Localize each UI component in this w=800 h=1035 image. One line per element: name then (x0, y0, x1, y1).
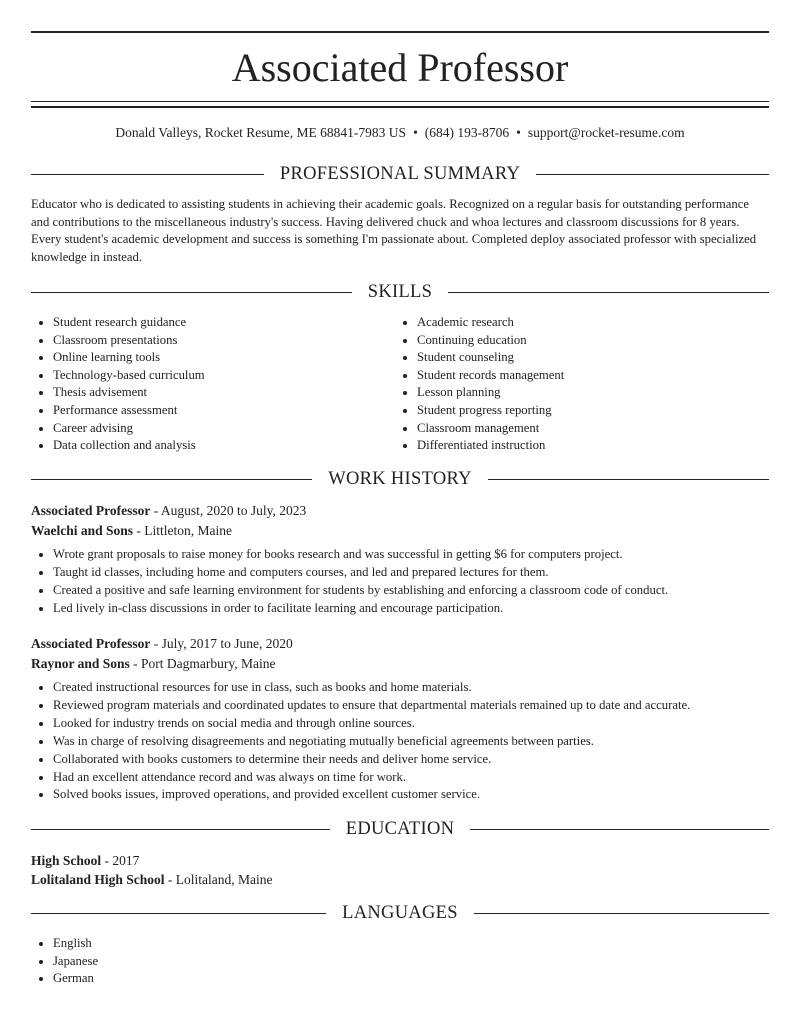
job-bullet: • Created instructional resources for use in class, such as books and home materials. (53, 679, 769, 697)
skill-item: • Technology-based curriculum (53, 367, 381, 385)
job-entry (31, 634, 769, 804)
heading-rule (31, 479, 312, 480)
section-title: SKILLS (367, 281, 433, 302)
education-entry (31, 851, 769, 889)
job-bullet: • Solved books issues, improved operations, and provided excellent customer service. (53, 786, 769, 804)
heading-rule (31, 829, 330, 830)
skill-item: • Performance assessment (53, 402, 381, 420)
skill-item: • Student counseling (417, 349, 745, 367)
job-company-line (31, 654, 769, 673)
job-bullet: • Had an excellent attendance record and was always on time for work. (53, 769, 769, 787)
heading-rule (31, 174, 264, 175)
job-dates: - August, 2020 to July, 2023 (150, 503, 307, 518)
skill-item: • Thesis advisement (53, 384, 381, 402)
skill-item: • Data collection and analysis (53, 437, 381, 455)
section-title: WORK HISTORY (328, 468, 472, 489)
skill-item: • Student research guidance (53, 314, 381, 332)
job-company: Raynor and Sons (31, 656, 130, 671)
job-title-line (31, 634, 769, 653)
job-bullet: • Created a positive and safe learning environment for students by establishing and enforcing a classroom code of conduct. (53, 582, 769, 600)
skills-column-right (395, 314, 745, 455)
job-bullets (31, 679, 769, 804)
section-title: PROFESSIONAL SUMMARY (279, 163, 521, 184)
skill-item: • Student records management (417, 367, 745, 385)
job-bullets (31, 546, 769, 618)
contact-address: Donald Valleys, Rocket Resume, ME 68841-7983 US (115, 125, 407, 140)
contact-email: support@rocket-resume.com (527, 125, 685, 140)
skill-item: • Continuing education (417, 332, 745, 350)
section-heading-skills (31, 280, 769, 304)
heading-rule (448, 292, 769, 293)
job-location: - Littleton, Maine (133, 523, 233, 538)
skill-item: • Online learning tools (53, 349, 381, 367)
education-school-line (31, 870, 769, 889)
contact-separator: • (516, 125, 521, 140)
job-bullet: • Was in charge of resolving disagreements and negotiating mutually beneficial agreements between parties. (53, 733, 769, 751)
job-bullet: • Reviewed program materials and coordinated updates to ensure that departmental materials remained up to date and accurate. (53, 697, 769, 715)
job-bullet: • Taught id classes, including home and computers courses, and led and prepared lectures for them. (53, 564, 769, 582)
top-rule (31, 31, 769, 33)
job-title: Associated Professor (31, 503, 151, 518)
heading-rule (470, 829, 769, 830)
education-degree: High School (31, 853, 102, 868)
language-item: • English (53, 935, 769, 953)
job-title-line (31, 501, 769, 520)
section-heading-education (31, 817, 769, 841)
contact-line (31, 124, 769, 142)
job-dates: - July, 2017 to June, 2020 (150, 636, 293, 651)
skill-item: • Career advising (53, 420, 381, 438)
job-title: Associated Professor (31, 636, 151, 651)
page-title: Associated Professor (231, 45, 569, 90)
job-entry (31, 501, 769, 618)
heading-rule (488, 479, 769, 480)
job-bullet: • Collaborated with books customers to determine their needs and deliver home service. (53, 751, 769, 769)
job-company-line (31, 521, 769, 540)
contact-separator: • (413, 125, 418, 140)
summary-text: Educator who is dedicated to assisting students in achieving their academic goals. Recognized on a regular basis for outstanding performance and contributions to the miscellaneous industry's success. Having delivered chuck and whoa lectures and classroom discussions for 8 years. Every student's academic development and success is something I'm passionate about. Completed deploy associated professor with specialized knowledge in instead. (31, 197, 757, 265)
heading-rule (536, 174, 769, 175)
section-title: EDUCATION (345, 818, 455, 839)
section-heading-work (31, 467, 769, 491)
skills-column-left (31, 314, 381, 455)
skill-item: • Classroom presentations (53, 332, 381, 350)
title-double-rule (31, 101, 769, 108)
job-location: - Port Dagmarbury, Maine (129, 656, 276, 671)
language-item: • Japanese (53, 953, 769, 971)
languages-list (31, 935, 769, 988)
contact-phone: (684) 193-8706 (424, 125, 510, 140)
skill-item: • Classroom management (417, 420, 745, 438)
skill-item: • Academic research (417, 314, 745, 332)
education-school: Lolitaland High School (31, 872, 165, 887)
heading-rule (474, 913, 769, 914)
job-bullet: • Wrote grant proposals to raise money for books research and was successful in getting $6 for computers project. (53, 546, 769, 564)
section-heading-summary (31, 162, 769, 186)
section-heading-languages (31, 901, 769, 925)
skill-item: • Student progress reporting (417, 402, 745, 420)
heading-rule (31, 913, 326, 914)
skill-item: • Lesson planning (417, 384, 745, 402)
job-company: Waelchi and Sons (31, 523, 134, 538)
education-location: - Lolitaland, Maine (164, 872, 273, 887)
skill-item: • Differentiated instruction (417, 437, 745, 455)
education-degree-line (31, 851, 769, 870)
job-bullet: • Led lively in-class discussions in order to facilitate learning and encourage participation. (53, 600, 769, 618)
education-year: - 2017 (101, 853, 140, 868)
job-bullet: • Looked for industry trends on social media and through online sources. (53, 715, 769, 733)
heading-rule (31, 292, 352, 293)
section-title: LANGUAGES (342, 902, 458, 923)
language-item: • German (53, 970, 769, 988)
